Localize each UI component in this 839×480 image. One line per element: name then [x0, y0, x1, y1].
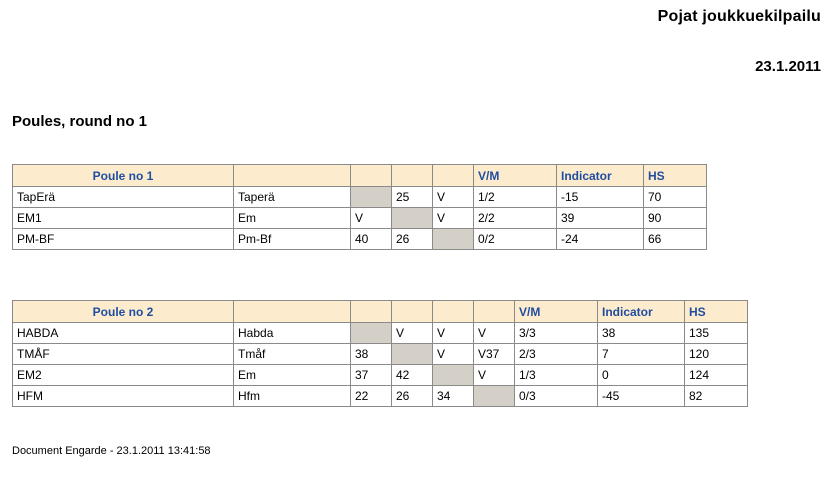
- score-cell: [351, 187, 392, 208]
- team-name-cell: PM-BF: [13, 229, 234, 250]
- score-cell: V: [474, 365, 515, 386]
- poule-1-score-header-3: [433, 165, 474, 187]
- poule-1-header-row: [13, 165, 707, 187]
- table-row: [13, 323, 748, 344]
- hs-cell: 90: [644, 208, 707, 229]
- score-cell: 40: [351, 229, 392, 250]
- score-cell: [433, 365, 474, 386]
- poule-1-indicator-header: Indicator: [557, 165, 644, 187]
- poule-2-short-header: [234, 301, 351, 323]
- score-cell: 26: [392, 229, 433, 250]
- indicator-cell: -45: [598, 386, 685, 407]
- table-row: [13, 229, 707, 250]
- indicator-cell: 0: [598, 365, 685, 386]
- score-cell: 34: [433, 386, 474, 407]
- poule-2-header-row: [13, 301, 748, 323]
- document-footer: Document Engarde - 23.1.2011 13:41:58: [12, 445, 211, 457]
- team-short-cell: Em: [234, 208, 351, 229]
- poule-2-score-header-3: [433, 301, 474, 323]
- section-title: Poules, round no 1: [12, 113, 148, 130]
- team-short-cell: Hfm: [234, 386, 351, 407]
- team-name-cell: EM2: [13, 365, 234, 386]
- score-cell: V: [474, 323, 515, 344]
- team-short-cell: Taperä: [234, 187, 351, 208]
- team-short-cell: Pm-Bf: [234, 229, 351, 250]
- indicator-cell: 38: [598, 323, 685, 344]
- indicator-cell: 7: [598, 344, 685, 365]
- poule-table-1: [12, 164, 707, 250]
- poule-1-short-header: [234, 165, 351, 187]
- score-cell: [474, 386, 515, 407]
- score-cell: 25: [392, 187, 433, 208]
- vm-cell: 2/2: [474, 208, 557, 229]
- hs-cell: 124: [685, 365, 748, 386]
- page-title: Pojat joukkuekilpailu: [657, 8, 821, 25]
- score-cell: V37: [474, 344, 515, 365]
- score-cell: 37: [351, 365, 392, 386]
- score-cell: V: [392, 323, 433, 344]
- vm-cell: 3/3: [515, 323, 598, 344]
- indicator-cell: 39: [557, 208, 644, 229]
- table-row: [13, 187, 707, 208]
- poule-2-vm-header: V/M: [515, 301, 598, 323]
- poule-1-score-header-2: [392, 165, 433, 187]
- document-date: 23.1.2011: [755, 58, 821, 75]
- table-row: [13, 365, 748, 386]
- indicator-cell: -15: [557, 187, 644, 208]
- poule-1-body: [13, 187, 707, 250]
- hs-cell: 135: [685, 323, 748, 344]
- poule-1-score-header-1: [351, 165, 392, 187]
- score-cell: [392, 208, 433, 229]
- team-name-cell: TapErä: [13, 187, 234, 208]
- hs-cell: 70: [644, 187, 707, 208]
- team-name-cell: TMÅF: [13, 344, 234, 365]
- vm-cell: 0/3: [515, 386, 598, 407]
- poule-2-hs-header: HS: [685, 301, 748, 323]
- team-short-cell: Em: [234, 365, 351, 386]
- hs-cell: 82: [685, 386, 748, 407]
- poule-1-label: Poule no 1: [13, 165, 234, 187]
- poule-1-vm-header: V/M: [474, 165, 557, 187]
- team-short-cell: Tmåf: [234, 344, 351, 365]
- score-cell: 42: [392, 365, 433, 386]
- score-cell: V: [433, 208, 474, 229]
- score-cell: [351, 323, 392, 344]
- score-cell: [433, 229, 474, 250]
- team-name-cell: HFM: [13, 386, 234, 407]
- poule-2-body: [13, 323, 748, 407]
- poule-1-hs-header: HS: [644, 165, 707, 187]
- hs-cell: 120: [685, 344, 748, 365]
- score-cell: V: [433, 344, 474, 365]
- vm-cell: 0/2: [474, 229, 557, 250]
- score-cell: V: [351, 208, 392, 229]
- poule-2-indicator-header: Indicator: [598, 301, 685, 323]
- poule-table-2: [12, 300, 748, 407]
- indicator-cell: -24: [557, 229, 644, 250]
- team-name-cell: HABDA: [13, 323, 234, 344]
- poule-2-score-header-4: [474, 301, 515, 323]
- table-row: [13, 386, 748, 407]
- vm-cell: 2/3: [515, 344, 598, 365]
- score-cell: 22: [351, 386, 392, 407]
- poule-2-score-header-1: [351, 301, 392, 323]
- table-row: [13, 208, 707, 229]
- poule-2-score-header-2: [392, 301, 433, 323]
- score-cell: V: [433, 187, 474, 208]
- team-name-cell: EM1: [13, 208, 234, 229]
- score-cell: 38: [351, 344, 392, 365]
- vm-cell: 1/2: [474, 187, 557, 208]
- score-cell: V: [433, 323, 474, 344]
- team-short-cell: Habda: [234, 323, 351, 344]
- table-row: [13, 344, 748, 365]
- hs-cell: 66: [644, 229, 707, 250]
- score-cell: [392, 344, 433, 365]
- vm-cell: 1/3: [515, 365, 598, 386]
- poule-2-label: Poule no 2: [13, 301, 234, 323]
- score-cell: 26: [392, 386, 433, 407]
